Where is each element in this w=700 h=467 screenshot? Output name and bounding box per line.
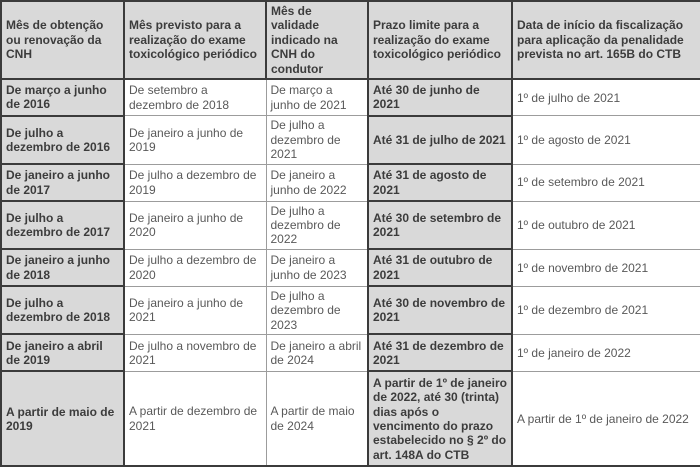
header-cell-obtencao-renovacao: Mês de obtenção ou renovação da CNH (1, 1, 124, 79)
table-cell: 1º de agosto de 2021 (512, 116, 700, 164)
table-cell: A partir de dezembro de 2021 (124, 371, 266, 466)
table-cell: De janeiro a junho de 2023 (266, 249, 368, 286)
header-cell-mes-validade-cnh: Mês de validade indicado na CNH do condutor (266, 1, 368, 79)
table-cell: De julho a dezembro de 2019 (124, 164, 266, 201)
table-cell: Até 30 de setembro de 2021 (368, 201, 512, 249)
table-cell: Até 31 de dezembro de 2021 (368, 334, 512, 371)
table-row (1, 79, 700, 116)
table-cell: De julho a dezembro de 2016 (1, 116, 124, 164)
table-cell: De janeiro a junho de 2019 (124, 116, 266, 164)
table-row (1, 164, 700, 201)
table-row (1, 116, 700, 164)
table-cell: 1º de novembro de 2021 (512, 249, 700, 286)
table-cell: De janeiro a junho de 2020 (124, 201, 266, 249)
table-cell: De janeiro a junho de 2021 (124, 286, 266, 334)
table-row (1, 201, 700, 249)
table-cell: Até 30 de junho de 2021 (368, 79, 512, 116)
table-row (1, 334, 700, 371)
table-cell: Até 31 de outubro de 2021 (368, 249, 512, 286)
table-cell: De janeiro a junho de 2018 (1, 249, 124, 286)
table-cell: 1º de setembro de 2021 (512, 164, 700, 201)
table-cell: De julho a dezembro de 2017 (1, 201, 124, 249)
table-cell: De julho a dezembro de 2023 (266, 286, 368, 334)
table-cell: De julho a dezembro de 2021 (266, 116, 368, 164)
table-header-row (1, 1, 700, 79)
table-cell: A partir de maio de 2019 (1, 371, 124, 466)
table-cell: De março a junho de 2016 (1, 79, 124, 116)
table-row (1, 286, 700, 334)
table-cell: 1º de janeiro de 2022 (512, 334, 700, 371)
table-cell: A partir de maio de 2024 (266, 371, 368, 466)
table-cell: Até 31 de julho de 2021 (368, 116, 512, 164)
table-cell: De janeiro a abril de 2024 (266, 334, 368, 371)
table-cell: De julho a dezembro de 2022 (266, 201, 368, 249)
header-cell-data-inicio-fiscalizacao: Data de início da fiscalização para aplicação da penalidade prevista no art. 165B do CTB (512, 1, 700, 79)
table-cell: De julho a dezembro de 2020 (124, 249, 266, 286)
table-cell: Até 31 de agosto de 2021 (368, 164, 512, 201)
header-cell-mes-previsto-exame: Mês previsto para a realização do exame toxicológico periódico (124, 1, 266, 79)
table-row (1, 371, 700, 466)
table-row (1, 249, 700, 286)
table-cell: De setembro a dezembro de 2018 (124, 79, 266, 116)
table-cell: Até 30 de novembro de 2021 (368, 286, 512, 334)
table-cell: De janeiro a abril de 2019 (1, 334, 124, 371)
table-cell: De julho a novembro de 2021 (124, 334, 266, 371)
table-cell: De janeiro a junho de 2022 (266, 164, 368, 201)
table-cell: 1º de outubro de 2021 (512, 201, 700, 249)
table-cell: De março a junho de 2021 (266, 79, 368, 116)
table-cell: De julho a dezembro de 2018 (1, 286, 124, 334)
table-cell: 1º de julho de 2021 (512, 79, 700, 116)
header-cell-prazo-limite: Prazo limite para a realização do exame toxicológico periódico (368, 1, 512, 79)
table-cell: 1º de dezembro de 2021 (512, 286, 700, 334)
table-cell: De janeiro a junho de 2017 (1, 164, 124, 201)
table-cell: A partir de 1º de janeiro de 2022, até 30 (trinta) dias após o vencimento do prazo estabelecido no § 2º do art. 148A do CTB (368, 371, 512, 466)
table-cell: A partir de 1º de janeiro de 2022 (512, 371, 700, 466)
